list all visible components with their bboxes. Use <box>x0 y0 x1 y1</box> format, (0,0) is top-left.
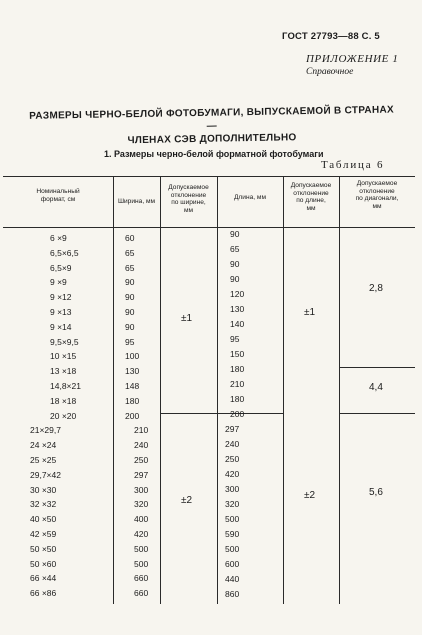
length-cell: 250 <box>225 454 240 464</box>
diagonal-tolerance-3: 5,6 <box>369 487 383 498</box>
width-cell: 95 <box>125 336 135 347</box>
format-cell: 9 ×9 <box>50 277 67 288</box>
width-cell: 500 <box>134 543 149 554</box>
length-cell: 90 <box>230 274 240 284</box>
table-col-border-3 <box>217 176 218 604</box>
width-cell: 90 <box>125 307 135 317</box>
width-cell: 500 <box>134 558 149 569</box>
length-tolerance-lower: ±2 <box>304 490 316 501</box>
table-col-border-4 <box>283 176 284 604</box>
length-cell: 90 <box>230 259 240 269</box>
width-cell: 130 <box>125 366 140 377</box>
width-cell: 90 <box>125 321 135 332</box>
format-cell: 14,8×21 <box>50 381 81 391</box>
length-cell: 500 <box>225 544 240 554</box>
length-cell: 90 <box>230 229 240 239</box>
width-cell: 90 <box>125 277 135 288</box>
width-cell: 320 <box>134 499 149 510</box>
width-tolerance-upper: ±1 <box>181 313 193 324</box>
header-format: Номинальный формат, см <box>36 188 80 203</box>
length-cell: 590 <box>225 529 240 539</box>
width-tolerance-lower: ±2 <box>181 495 193 506</box>
width-cell: 297 <box>134 469 149 480</box>
length-cell: 240 <box>225 439 240 449</box>
length-cell: 180 <box>230 364 245 374</box>
title-line-1: РАЗМЕРЫ ЧЕРНО-БЕЛОЙ ФОТОБУМАГИ, ВЫПУСКАЕМОЙ В СТРАНАХ— <box>29 104 395 132</box>
header-width-tolerance: Допускаемое отклонение по ширине, мм <box>168 184 209 214</box>
length-cell: 120 <box>230 289 245 299</box>
format-cell: 9 ×13 <box>50 307 72 317</box>
format-cell: 32 ×32 <box>30 499 57 510</box>
width-cell: 660 <box>134 588 149 599</box>
format-cell: 6 ×9 <box>50 233 67 243</box>
length-tolerance-upper: ±1 <box>304 307 316 318</box>
length-cell: 500 <box>225 514 240 524</box>
format-cell: 50 ×60 <box>30 558 57 569</box>
header-width: Ширина, мм <box>117 198 156 205</box>
format-cell: 9 ×14 <box>50 321 72 332</box>
width-cell: 180 <box>125 395 140 406</box>
width-cell: 420 <box>134 529 149 539</box>
table-diag-divider-2 <box>339 413 415 414</box>
format-cell: 25 ×25 <box>30 455 57 465</box>
width-cell: 100 <box>125 351 140 362</box>
length-cell: 130 <box>230 304 245 314</box>
format-cell: 6,5×6,5 <box>50 247 79 258</box>
width-cell: 65 <box>125 247 135 258</box>
header-length: Длина, мм <box>233 194 267 201</box>
header-length-tolerance: Допускаемое отклонение по длине, мм <box>290 182 332 212</box>
length-cell: 300 <box>225 484 240 494</box>
width-cell: 210 <box>134 425 149 436</box>
format-cell: 42 ×59 <box>30 529 57 539</box>
format-cell: 18 ×18 <box>50 395 77 406</box>
diagonal-tolerance-2: 4,4 <box>369 382 383 393</box>
format-cell: 6,5×9 <box>50 262 72 273</box>
table-col-border-1 <box>113 176 114 604</box>
length-cell: 140 <box>230 319 245 329</box>
format-cell: 40 ×50 <box>30 514 57 525</box>
table-col-border-5 <box>339 176 340 604</box>
header-diagonal-tolerance: Допускаемое отклонение по диагонали, мм <box>355 180 399 210</box>
title-line-2: ЧЛЕНАХ СЭВ ДОПОЛНИТЕЛЬНО <box>127 132 297 147</box>
length-cell: 860 <box>225 589 240 599</box>
table-top-border <box>3 176 415 177</box>
width-cell: 660 <box>134 573 149 584</box>
appendix-label: ПРИЛОЖЕНИЕ 1 <box>306 53 399 65</box>
width-cell: 60 <box>125 233 135 243</box>
width-cell: 148 <box>125 381 140 391</box>
dimensions-table <box>3 176 415 604</box>
format-cell: 21×29,7 <box>30 425 61 436</box>
table-group-divider <box>160 413 283 414</box>
length-cell: 95 <box>230 334 240 344</box>
reference-note: Справочное <box>306 67 354 77</box>
table-label: Таблица 6 <box>321 159 385 171</box>
length-cell: 440 <box>225 574 240 584</box>
width-cell: 400 <box>134 514 149 525</box>
table-header-border <box>3 227 415 228</box>
format-cell: 10 ×15 <box>50 351 77 362</box>
section-subtitle: 1. Размеры черно-белой форматной фотобумаги <box>104 149 324 159</box>
table-diag-divider-1 <box>339 367 415 368</box>
format-cell: 24 ×24 <box>30 440 57 451</box>
format-cell: 9 ×12 <box>50 292 72 303</box>
width-cell: 90 <box>125 292 135 303</box>
width-cell: 240 <box>134 440 149 451</box>
width-cell: 200 <box>125 410 140 421</box>
length-cell: 150 <box>230 349 245 359</box>
format-cell: 66 ×44 <box>30 573 57 584</box>
width-cell: 65 <box>125 262 135 273</box>
length-cell: 297 <box>225 424 240 434</box>
table-col-border-2 <box>160 176 161 604</box>
format-cell: 66 ×86 <box>30 588 57 599</box>
standard-header: ГОСТ 27793—88 С. 5 <box>282 31 380 42</box>
length-cell: 210 <box>230 379 245 389</box>
format-cell: 29,7×42 <box>30 469 61 480</box>
length-cell: 200 <box>230 409 245 419</box>
format-cell: 13 ×18 <box>50 366 77 377</box>
length-cell: 600 <box>225 559 240 569</box>
length-cell: 420 <box>225 469 240 479</box>
width-cell: 300 <box>134 484 149 495</box>
length-cell: 180 <box>230 394 245 404</box>
document-title <box>24 103 400 149</box>
diagonal-tolerance-1: 2,8 <box>369 283 383 294</box>
format-cell: 9,5×9,5 <box>50 336 79 347</box>
format-cell: 20 ×20 <box>50 410 77 421</box>
width-cell: 250 <box>134 455 149 465</box>
length-cell: 320 <box>225 499 240 509</box>
length-cell: 65 <box>230 244 240 254</box>
format-cell: 50 ×50 <box>30 543 57 554</box>
format-cell: 30 ×30 <box>30 484 57 495</box>
